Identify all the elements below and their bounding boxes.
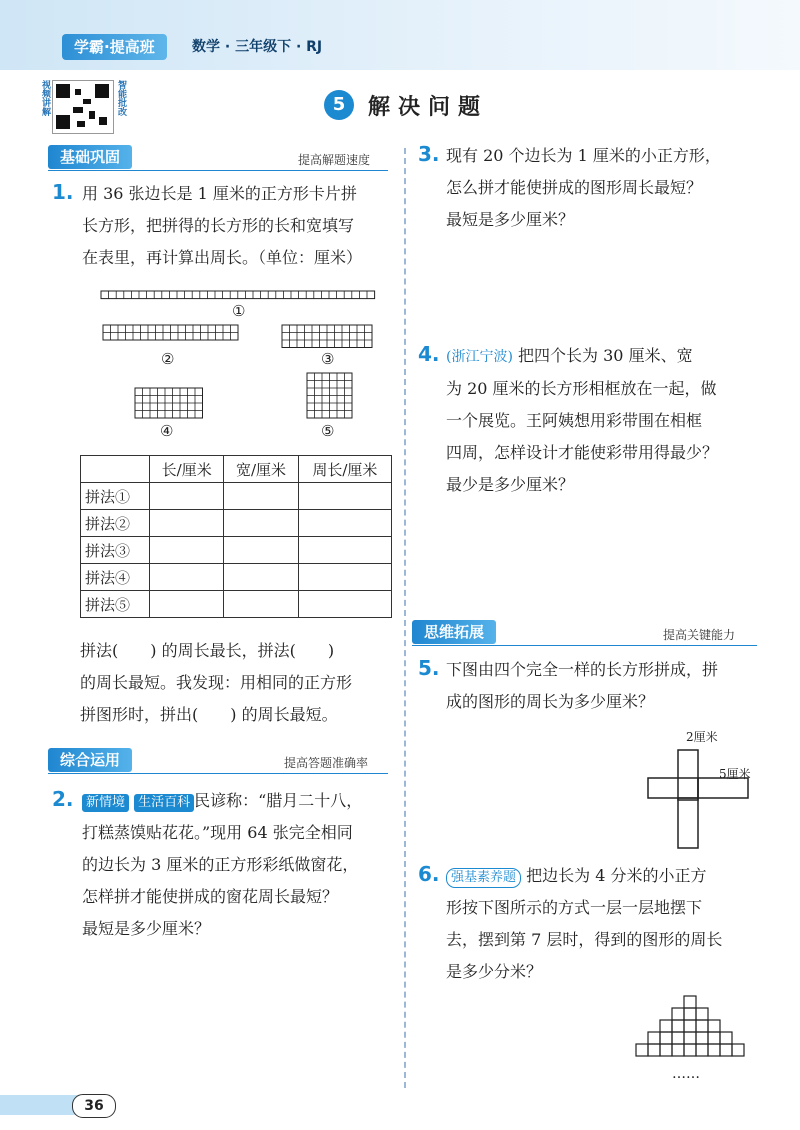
q4-line: 把四个长为 30 厘米、宽 [518, 346, 693, 365]
qr-left-label: 视频讲解 [40, 80, 50, 116]
answer-cell[interactable] [298, 510, 391, 537]
section-apply-title: 综合运用 [48, 748, 132, 772]
q2-line: 民谚称：“腊月二十八， [194, 791, 363, 810]
table-row [81, 564, 392, 591]
q3-line: 现有 20 个边长为 1 厘米的小正方形， [446, 146, 721, 165]
section-title: 解决问题 [368, 95, 489, 120]
q6-line: 把边长为 4 分米的小正方 [526, 866, 707, 885]
section-apply-line [48, 773, 388, 774]
row-label: 拼法④ [81, 564, 150, 591]
q1-after-line: 拼法( ) 的周长最长，拼法( ) [80, 641, 335, 660]
row-label: 拼法⑤ [81, 591, 150, 618]
q1-figure-1 [101, 291, 375, 299]
table-header-row [81, 456, 392, 483]
q1-figure-label-3: ③ [321, 350, 335, 368]
column-divider [404, 148, 406, 1088]
answer-cell[interactable] [150, 564, 224, 591]
q6-tag: 强基素养题 [446, 868, 521, 888]
q1-figure-3 [282, 325, 372, 348]
q6-text [446, 860, 766, 988]
q5-pinwheel-figure [640, 740, 750, 850]
q1-figure-4 [135, 388, 203, 418]
section-basic-title: 基础巩固 [48, 145, 132, 169]
answer-cell[interactable] [224, 564, 298, 591]
q4-first-line [446, 340, 766, 373]
table-header-cell: 周长/厘米 [298, 456, 391, 483]
q2-text [82, 785, 402, 945]
q5-rect-bottom [678, 798, 698, 848]
q4-text [446, 340, 766, 501]
answer-cell[interactable] [150, 591, 224, 618]
answer-cell[interactable] [224, 483, 298, 510]
q3-number: 3. [418, 142, 440, 166]
q2-number: 2. [52, 787, 74, 811]
q1-answer-table [80, 455, 392, 618]
table-header-cell [81, 456, 150, 483]
section-think-line [412, 645, 757, 646]
answer-cell[interactable] [224, 591, 298, 618]
q2-tag-life: 生活百科 [134, 794, 194, 812]
answer-cell[interactable] [224, 510, 298, 537]
q4-line: 四周，怎样设计才能使彩带用得最少？ [446, 443, 719, 462]
qr-code-icon[interactable] [52, 80, 114, 134]
q4-region-tag: (浙江宁波) [446, 349, 513, 365]
answer-cell[interactable] [298, 591, 391, 618]
q6-line: 去，摆到第 7 层时，得到的图形的周长 [446, 930, 723, 949]
q4-line: 一个展览。王阿姨想用彩带围在相框 [446, 411, 703, 430]
q1-figure-label-2: ② [161, 350, 175, 368]
section-think-note: 提高关键能力 [663, 628, 736, 642]
answer-cell[interactable] [150, 483, 224, 510]
q6-staircase-figure [620, 990, 760, 1070]
answer-cell[interactable] [150, 537, 224, 564]
q6-number: 6. [418, 862, 440, 886]
q1-text [82, 178, 402, 274]
section-number-badge: 5 [324, 90, 354, 120]
q1-line: 在表里，再计算出周长。（单位：厘米） [82, 248, 363, 267]
table-header-cell: 宽/厘米 [224, 456, 298, 483]
q1-figure-label-1: ① [232, 302, 246, 320]
q1-after-line: 的周长最短。我发现：用相同的正方形 [80, 673, 353, 692]
q1-conclusion [80, 635, 400, 731]
row-label: 拼法① [81, 483, 150, 510]
q2-line: 的边长为 3 厘米的正方形彩纸做窗花， [82, 855, 359, 874]
subject-label: 数学 · 三年级下 · RJ [192, 39, 323, 55]
q2-line: 打糕蒸馍贴花花。”现用 64 张完全相同 [82, 823, 353, 842]
table-row [81, 591, 392, 618]
answer-cell[interactable] [298, 483, 391, 510]
q1-after-line: 拼图形时，拼出( ) 的周长最短。 [80, 705, 338, 724]
q2-first-line [82, 785, 402, 817]
q4-line: 为 20 厘米的长方形相框放在一起，做 [446, 379, 717, 398]
q1-number: 1. [52, 180, 74, 204]
q1-line: 长方形，把拼得的长方形的长和宽填写 [82, 216, 355, 235]
q6-line: 是多少分米？ [446, 962, 543, 981]
brand-label: 学霸·提高班 [62, 34, 167, 60]
q2-line: 怎样拼才能使拼成的窗花周长最短？ [82, 887, 339, 906]
q5-rect-left [648, 778, 698, 798]
q3-line: 怎么拼才能使拼成的图形周长最短？ [446, 178, 703, 197]
row-label: 拼法③ [81, 537, 150, 564]
q1-figure-2 [103, 325, 238, 340]
q5-width-label: 2厘米 [686, 730, 718, 744]
table-row [81, 537, 392, 564]
q2-line: 最短是多少厘米？ [82, 919, 211, 938]
q3-text [446, 140, 766, 236]
answer-cell[interactable] [298, 564, 391, 591]
q4-line: 最少是多少厘米？ [446, 475, 575, 494]
answer-cell[interactable] [150, 510, 224, 537]
table-row [81, 510, 392, 537]
q1-figure-label-5: ⑤ [321, 422, 335, 440]
q5-rect-top [678, 750, 698, 800]
q5-height-label: 5厘米 [719, 767, 751, 781]
q5-line: 下图由四个完全一样的长方形拼成，拼 [446, 660, 719, 679]
q5-number: 5. [418, 656, 440, 680]
q4-number: 4. [418, 342, 440, 366]
q6-line: 形按下图所示的方式一层一层地摆下 [446, 898, 703, 917]
footer-bar [0, 1095, 80, 1115]
section-think-title: 思维拓展 [412, 620, 496, 644]
q1-figure-label-4: ④ [160, 422, 174, 440]
answer-cell[interactable] [298, 537, 391, 564]
q2-tag-new: 新情境 [82, 794, 129, 812]
section-apply-note: 提高答题准确率 [284, 756, 369, 770]
q5-line: 成的图形的周长为多少厘米？ [446, 692, 655, 711]
section-basic-line [48, 170, 388, 171]
page-number: 36 [72, 1094, 116, 1118]
q3-line: 最短是多少厘米？ [446, 210, 575, 229]
table-row [81, 483, 392, 510]
row-label: 拼法② [81, 510, 150, 537]
q6-ellipsis: …… [672, 1066, 700, 1082]
q5-text [446, 654, 766, 718]
q6-first-line [446, 860, 766, 892]
answer-cell[interactable] [224, 537, 298, 564]
qr-right-label: 智能批改 [116, 80, 126, 116]
table-header-cell: 长/厘米 [150, 456, 224, 483]
q1-line: 用 36 张边长是 1 厘米的正方形卡片拼 [82, 184, 357, 203]
q1-figure-5 [307, 373, 352, 418]
section-basic-note: 提高解题速度 [298, 153, 371, 167]
